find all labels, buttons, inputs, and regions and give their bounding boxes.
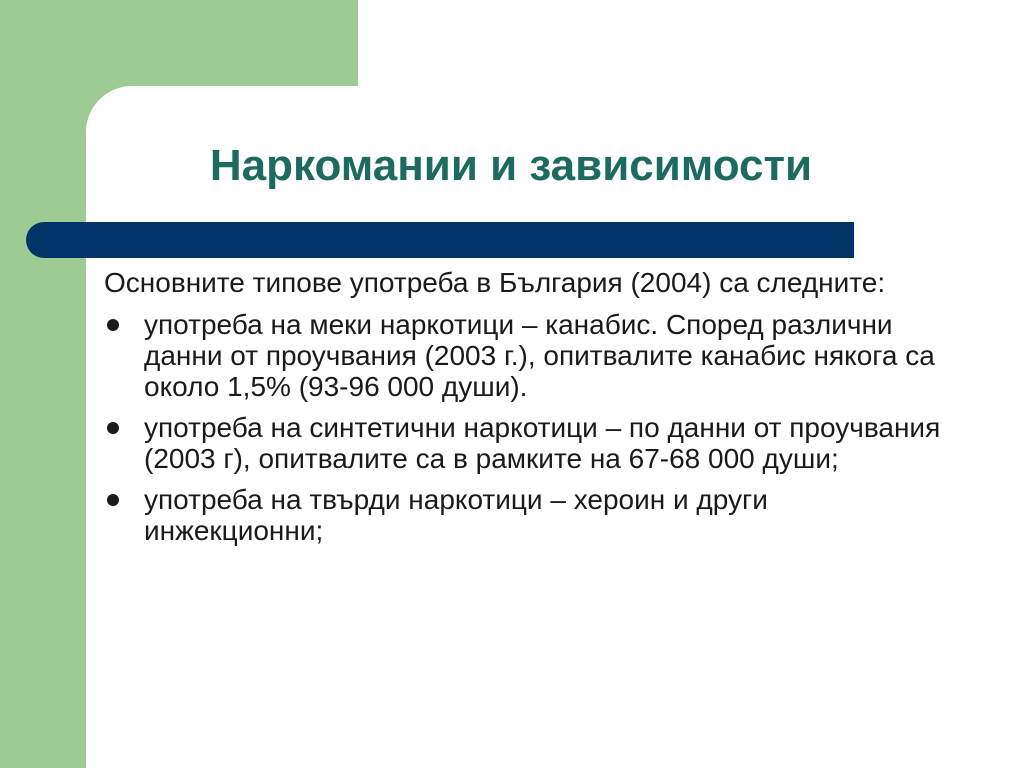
bullet-text: употреба на синтетични наркотици – по данни от проучвания (2003 г), опитвалите са в рамките на 67-68 000 души; <box>144 412 941 474</box>
bullet-icon <box>107 494 119 506</box>
bullet-item-hard-drugs <box>104 484 954 546</box>
bullet-item-soft-drugs <box>104 309 954 402</box>
bullet-list <box>104 309 954 546</box>
bullet-icon <box>107 319 119 331</box>
bullet-text: употреба на меки наркотици – канабис. Според различни данни от проучвания (2003 г.), опитвалите канабис някога са около 1,5% (93-96 000 души). <box>144 309 935 402</box>
slide-body <box>104 267 954 556</box>
intro-text: Основните типове употреба в България (2004) са следните: <box>104 267 886 298</box>
bullet-item-synthetic-drugs <box>104 412 954 474</box>
title-underline-bar <box>26 222 854 258</box>
bullet-icon <box>107 422 119 434</box>
bullet-text: употреба на твърди наркотици – хероин и други инжекционни; <box>144 484 768 546</box>
slide-title: Наркомании и зависимости <box>209 141 813 190</box>
